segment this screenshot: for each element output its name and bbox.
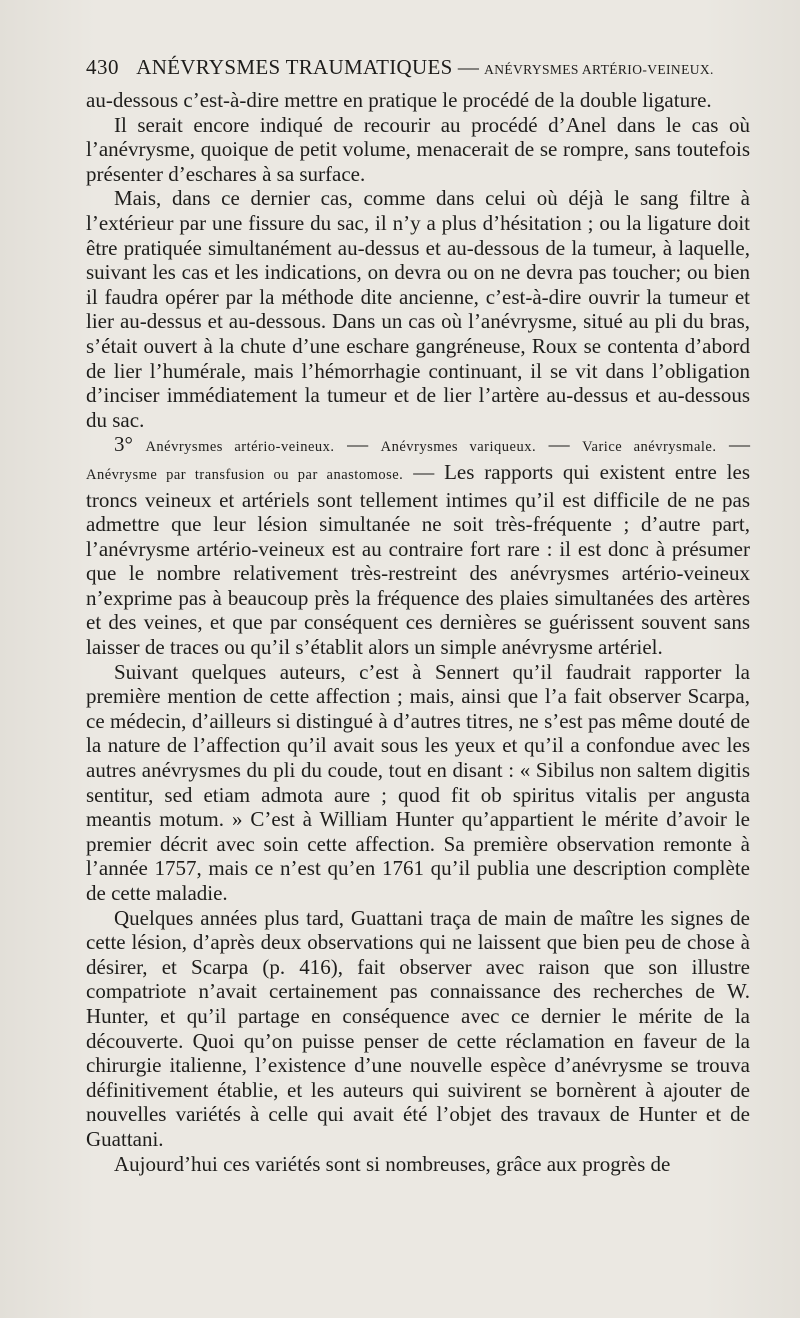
running-subtitle: ANÉVRYSMES ARTÉRIO-VEINEUX. [484, 62, 714, 77]
header-dash: — [457, 55, 479, 79]
paragraph-guattani: Quelques années plus tard, Guattani traça de main de maître les signes de cette lésion, d’après deux observations qui ne laissent que bien peu de chose à désirer, et Scarpa (p. 416), fait observer avec raison que son illustre compatriote n’avait certainement pas connaissance des recherches de W. Hunter, et qu’il partage en conséquence avec ce dernier le mérite de la découverte. Quoi qu’on puisse penser de cette réclamation en faveur de la chirurgie italienne, l’existence d’une nouvelle espèce d’anévrysme se trouva définitivement établie, et les auteurs qui suivirent se bornèrent à ajouter de nouvelles variétés à celle qui avait été l’objet des travaux de Hunter et de Guattani. [86, 905, 750, 1151]
running-title: ANÉVRYSMES TRAUMATIQUES [136, 55, 453, 79]
section-arterio-venous [86, 432, 750, 659]
page-number: 430 [86, 55, 119, 79]
paragraph-varieties: Aujourd’hui ces variétés sont si nombreuses, grâce aux progrès de [114, 1151, 671, 1176]
paragraph-history: Suivant quelques auteurs, c’est à Sennert qu’il faudrait rapporter la première mention de cette affection ; mais, ainsi que l’a fait observer Scarpa, ce médecin, d’ailleurs si distingué à d’autres titres, ne s’est pas même douté de la nature de l’affection qu’il avait sous les yeux et qu’il a confondue avec les autres anévrysmes du pli du coude, tout en disant : « Sibilus non saltem digitis sentitur, sed etiam admota aure ; quod fit ob spiritus vitalis per angusta meantis motum. » C’est à William Hunter qu’appartient le mérite d’avoir le premier décrit avec soin cette affection. Sa première observation remonte à l’année 1757, mais ce n’est qu’en 1761 qu’il publia une description complète de cette maladie. [86, 659, 750, 905]
section-dash-3: — [729, 432, 751, 457]
section-heading-4: Anévrysme par transfusion ou par anastomose. [86, 466, 404, 483]
section-dash-2: — [548, 432, 570, 457]
paragraph-anel: Il serait encore indiqué de recourir au procédé d’Anel dans le cas où l’anévrysme, quoique de petit volume, menacerait de se rompre, sans toutefois présenter d’eschares à sa surface. [86, 112, 750, 186]
section-heading-2: Anévrysmes variqueux. [380, 439, 537, 456]
paragraph-ligature: Mais, dans ce dernier cas, comme dans celui où déjà le sang filtre à l’extérieur par une fissure du sac, il n’y a plus d’hésitation ; ou la ligature doit être pratiquée simultanément au-dessus et au-dessous de la tumeur, à laquelle, suivant les cas et les indications, on devra ou on ne devra pas toucher; ou bien il faudra opérer par la méthode dite ancienne, c’est-à-dire ouvrir la tumeur et lier au-dessus et au-dessous. Dans un cas où l’anévrysme, situé au pli du bras, s’était ouvert à la chute d’une eschare gangréneuse, Roux se contenta d’abord de lier l’humérale, mais l’hémorrhagie continuant, il se vit dans l’obligation d’inciser immédiatement la tumeur et de lier l’artère au-dessus et au-dessous du sac. [86, 186, 750, 432]
section-dash-4: — [413, 459, 435, 484]
section-dash-1: — [347, 432, 369, 457]
paragraph-continuation: au-dessous c’est-à-dire mettre en pratique le procédé de la double ligature. [86, 88, 712, 112]
page-body [86, 88, 750, 1176]
section-text: Les rapports qui existent entre les troncs veineux et artériels sont tellement intimes qu’il est difficile de ne pas admettre que leur lésion simultanée ne soit très-fréquente ; d’autre part, l’anévrysme artério-veineux est au contraire fort rare : il est donc à présumer que le nombre relativement très-restreint des anévrysmes artério-veineux n’exprime pas à beaucoup près la fréquence des plaies simultanées des artères et des veines, et que par conséquent ces dernières se guérissent souvent sans laisser de traces ou qu’il s’établit alors un simple anévrysme artériel. [86, 459, 750, 660]
section-heading-3: Varice anévrysmale. [582, 439, 717, 456]
section-number: 3° [114, 432, 133, 457]
section-heading-1: Anévrysmes artério-veineux. [145, 439, 335, 456]
running-header [86, 52, 750, 85]
